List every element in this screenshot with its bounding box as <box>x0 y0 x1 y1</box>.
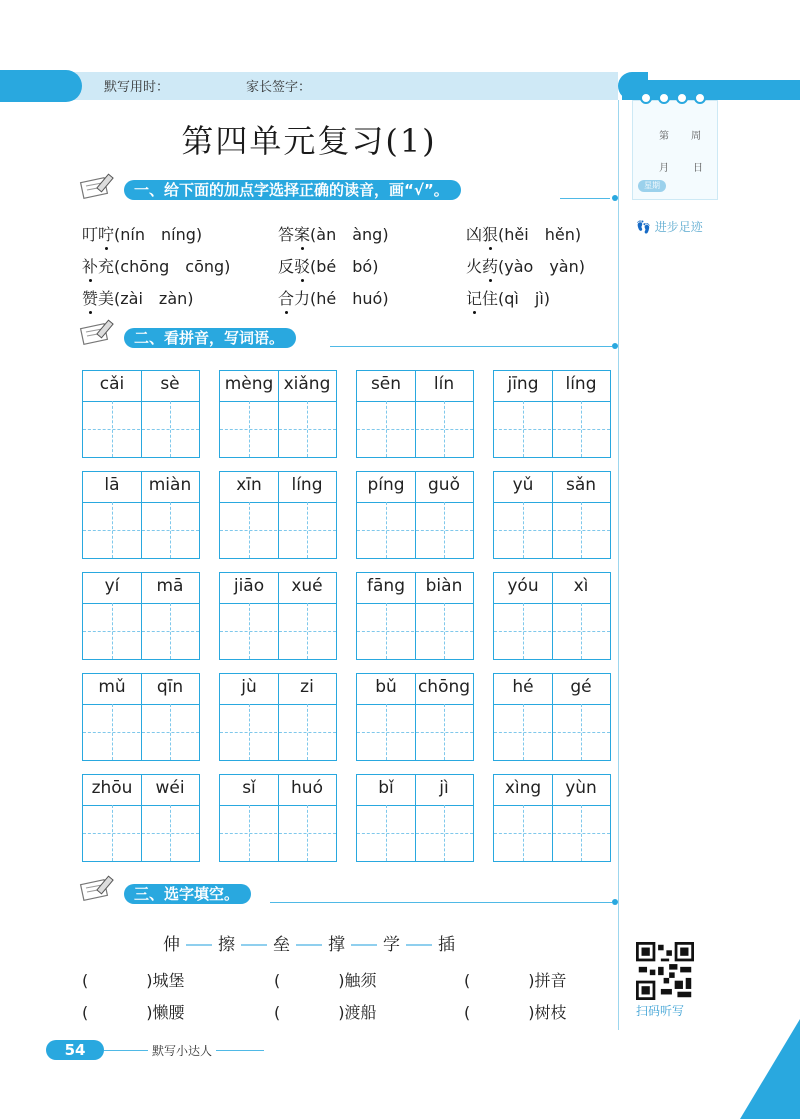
book-name: 默写小达人 <box>148 1042 216 1059</box>
word-character: 火 <box>466 257 483 276</box>
candidate-char: 插 <box>438 935 455 955</box>
guide-line <box>357 530 473 531</box>
word-character: 凶 <box>466 225 483 244</box>
char-separator <box>406 944 432 946</box>
pinyin-syllable: xīn <box>236 475 262 495</box>
word-character: 合 <box>278 289 294 308</box>
section1-dot <box>612 195 618 201</box>
pinyin-syllable: fāng <box>367 576 405 596</box>
pinyin-syllable: xiǎng <box>283 374 331 394</box>
sidebar-divider <box>618 100 619 1030</box>
writing-box[interactable] <box>219 774 337 862</box>
guide-line <box>494 833 610 834</box>
guide-line <box>83 631 199 632</box>
pinyin-options[interactable]: (hěi hěn) <box>498 225 582 244</box>
cell-divider <box>552 371 553 457</box>
pinyin-syllable: gé <box>570 677 592 697</box>
pinyin-syllable: cǎi <box>99 374 125 394</box>
pinyin-syllable: yí <box>104 576 120 596</box>
writing-box[interactable] <box>493 471 611 559</box>
section2-rule <box>330 346 612 347</box>
pinyin-syllable: bǔ <box>375 677 397 697</box>
guide-line <box>307 805 308 861</box>
blank-word: 触须 <box>344 971 377 990</box>
cell-divider <box>141 371 142 457</box>
cell-divider <box>141 472 142 558</box>
blank-open-paren: ( <box>464 1003 471 1022</box>
char-separator <box>186 944 212 946</box>
guide-line <box>220 631 336 632</box>
word-character: 药 <box>482 257 498 276</box>
fill-blank-item[interactable] <box>82 968 185 991</box>
guide-line <box>581 704 582 760</box>
guide-line <box>386 704 387 760</box>
pinyin-syllable: hé <box>512 677 534 697</box>
guide-line <box>523 401 524 457</box>
word-character: 狠 <box>482 225 498 244</box>
writing-box[interactable] <box>82 572 200 660</box>
progress-footprints <box>636 218 703 235</box>
emphasis-dot <box>89 279 92 282</box>
pinyin-syllable: píng <box>367 475 405 495</box>
guide-line <box>170 805 171 861</box>
word-character: 美 <box>98 289 115 308</box>
fill-blank-item[interactable] <box>274 1000 377 1023</box>
writing-box[interactable] <box>356 774 474 862</box>
guide-line <box>83 429 199 430</box>
guide-line <box>523 603 524 659</box>
cell-divider <box>415 674 416 760</box>
qr-label: 扫码听写 <box>636 1004 685 1018</box>
pinyin-syllable: sǐ <box>242 778 256 798</box>
guide-line <box>581 805 582 861</box>
pinyin-options[interactable]: (nín níng) <box>114 225 203 244</box>
writing-box[interactable] <box>493 370 611 458</box>
blank-open-paren: ( <box>82 971 89 990</box>
writing-box[interactable] <box>219 471 337 559</box>
calendar-ring-icon <box>676 92 688 104</box>
word-character: 赞 <box>82 289 98 308</box>
pinyin-syllable: wéi <box>155 778 185 798</box>
writing-box[interactable] <box>82 774 200 862</box>
emphasis-dot <box>489 279 492 282</box>
writing-box[interactable] <box>219 370 337 458</box>
guide-line <box>357 429 473 430</box>
pinyin-syllable: xìng <box>504 778 542 798</box>
blank-open-paren: ( <box>82 1003 89 1022</box>
pinyin-syllable: zhōu <box>91 778 133 798</box>
pencil-paper-icon <box>78 172 122 200</box>
guide-line <box>170 502 171 558</box>
pinyin-syllable: yùn <box>565 778 597 798</box>
guide-line <box>307 401 308 457</box>
reading-choice-item[interactable] <box>82 286 194 309</box>
writing-box[interactable] <box>356 471 474 559</box>
guide-line <box>112 805 113 861</box>
pinyin-syllable: chōng <box>417 677 471 697</box>
fill-blank-item[interactable] <box>464 1000 567 1023</box>
writing-box[interactable] <box>219 572 337 660</box>
pinyin-syllable: yóu <box>507 576 539 596</box>
page-corner-decoration <box>740 1019 800 1119</box>
guide-line <box>523 805 524 861</box>
section1-rule <box>560 198 610 199</box>
guide-line <box>523 704 524 760</box>
cell-divider <box>278 674 279 760</box>
cell-divider <box>552 674 553 760</box>
writing-box[interactable] <box>493 774 611 862</box>
pinyin-syllable: sǎn <box>565 475 597 495</box>
footprints-icon: 👣 <box>636 220 651 234</box>
pinyin-syllable: bǐ <box>378 778 394 798</box>
pinyin-syllable: mǔ <box>98 677 126 697</box>
pencil-paper-icon <box>78 318 122 346</box>
pinyin-syllable: jīng <box>507 374 539 394</box>
pinyin-syllable: mèng <box>224 374 274 394</box>
calendar-ring-icon <box>640 92 652 104</box>
pinyin-options[interactable]: (bé bó) <box>310 257 379 276</box>
candidate-char: 学 <box>383 935 400 955</box>
cell-divider <box>141 775 142 861</box>
guide-line <box>494 429 610 430</box>
pinyin-syllable: lā <box>104 475 120 495</box>
pinyin-syllable: xì <box>573 576 589 596</box>
guide-line <box>112 502 113 558</box>
pinyin-syllable: miàn <box>148 475 192 495</box>
blank-word: 渡船 <box>344 1003 377 1022</box>
cell-divider <box>141 573 142 659</box>
section1-heading: 一、给下面的加点字选择正确的读音，画“√”。 <box>124 180 461 200</box>
cell-divider <box>278 573 279 659</box>
char-separator <box>296 944 322 946</box>
guide-line <box>494 530 610 531</box>
calendar-ring-icon <box>694 92 706 104</box>
writing-box[interactable] <box>82 471 200 559</box>
cell-divider <box>552 573 553 659</box>
guide-line <box>170 603 171 659</box>
emphasis-dot <box>301 247 304 250</box>
word-character: 补 <box>82 257 98 276</box>
guide-line <box>386 401 387 457</box>
parent-sign-label: 家长签字： <box>246 80 312 95</box>
cell-divider <box>141 674 142 760</box>
reading-choice-item[interactable] <box>82 254 230 277</box>
fill-blank-item[interactable] <box>274 968 377 991</box>
char-separator <box>241 944 267 946</box>
guide-line <box>112 603 113 659</box>
cell-divider <box>415 775 416 861</box>
calendar-week-prefix: 第 <box>659 131 669 142</box>
pinyin-syllable: sè <box>160 374 180 394</box>
pinyin-syllable: biàn <box>425 576 463 596</box>
writing-box[interactable] <box>493 673 611 761</box>
guide-line <box>83 530 199 531</box>
reading-choice-item[interactable] <box>466 286 550 309</box>
pinyin-syllable: jì <box>439 778 449 798</box>
section2-heading: 二、看拼音，写词语。 <box>124 328 296 348</box>
writing-box[interactable] <box>493 572 611 660</box>
blank-word: 树枝 <box>534 1003 567 1022</box>
pinyin-options[interactable]: (chōng cōng) <box>114 257 231 276</box>
guide-line <box>170 401 171 457</box>
char-separator <box>351 944 377 946</box>
calendar-day: 日 <box>693 163 703 174</box>
cell-divider <box>278 371 279 457</box>
guide-line <box>444 401 445 457</box>
word-character: 住 <box>482 289 499 308</box>
pinyin-syllable: mā <box>156 576 184 596</box>
section3-heading: 三、选字填空。 <box>124 884 251 904</box>
guide-line <box>83 833 199 834</box>
pinyin-options[interactable]: (zài zàn) <box>114 289 194 308</box>
section3-dot <box>612 899 618 905</box>
pinyin-syllable: sēn <box>370 374 402 394</box>
guide-line <box>386 603 387 659</box>
guide-line <box>307 603 308 659</box>
candidate-char: 擦 <box>218 935 235 955</box>
word-character: 力 <box>294 289 311 308</box>
calendar-ring-icon <box>658 92 670 104</box>
guide-line <box>386 502 387 558</box>
blank-word: 城堡 <box>152 971 185 990</box>
candidate-char: 伸 <box>163 935 180 955</box>
guide-line <box>444 704 445 760</box>
word-character: 答 <box>278 225 295 244</box>
guide-line <box>494 631 610 632</box>
writing-box[interactable] <box>82 370 200 458</box>
candidate-characters <box>0 930 618 955</box>
reading-choice-item[interactable] <box>278 286 389 309</box>
guide-line <box>581 502 582 558</box>
section2-dot <box>612 343 618 349</box>
pinyin-options[interactable]: (qì jì) <box>498 289 551 308</box>
guide-line <box>83 732 199 733</box>
pinyin-syllable: xué <box>291 576 323 596</box>
guide-line <box>357 732 473 733</box>
guide-line <box>249 401 250 457</box>
calendar-month: 月 <box>659 163 669 174</box>
pinyin-syllable: líng <box>565 374 597 394</box>
blank-close-paren: ) <box>146 971 153 990</box>
page-number: 54 <box>46 1040 104 1060</box>
blank-open-paren: ( <box>274 971 281 990</box>
dictation-time-label: 默写用时： <box>104 80 170 95</box>
section3-rule <box>270 902 612 903</box>
cell-divider <box>552 775 553 861</box>
reading-choice-item[interactable] <box>278 254 378 277</box>
guide-line <box>523 502 524 558</box>
writing-box[interactable] <box>356 370 474 458</box>
word-character: 反 <box>278 257 295 276</box>
guide-line <box>494 732 610 733</box>
pinyin-syllable: lín <box>433 374 455 394</box>
reading-choice-item[interactable] <box>278 222 389 245</box>
fill-blank-item[interactable] <box>464 968 567 991</box>
reading-choice-item[interactable] <box>466 254 585 277</box>
guide-line <box>357 833 473 834</box>
guide-line <box>249 704 250 760</box>
pinyin-syllable: jiāo <box>233 576 265 596</box>
emphasis-dot <box>489 247 492 250</box>
emphasis-dot <box>89 311 92 314</box>
pinyin-syllable: jù <box>241 677 257 697</box>
guide-line <box>220 429 336 430</box>
pinyin-options[interactable]: (hé huó) <box>310 289 389 308</box>
calendar-week-suffix: 周 <box>691 131 701 142</box>
word-character: 叮 <box>82 225 99 244</box>
blank-close-paren: ) <box>338 971 345 990</box>
word-character: 案 <box>294 225 310 244</box>
guide-line <box>307 502 308 558</box>
writing-box[interactable] <box>356 673 474 761</box>
emphasis-dot <box>301 279 304 282</box>
cell-divider <box>415 371 416 457</box>
candidate-char: 垒 <box>273 935 290 955</box>
blank-close-paren: ) <box>528 1003 535 1022</box>
pinyin-syllable: huó <box>291 778 323 798</box>
page-title: 第四单元复习(1) <box>181 122 437 160</box>
cell-divider <box>415 573 416 659</box>
guide-line <box>307 704 308 760</box>
pencil-paper-icon <box>78 874 122 902</box>
header-tab <box>0 70 82 102</box>
blank-close-paren: ) <box>146 1003 153 1022</box>
blank-open-paren: ( <box>274 1003 281 1022</box>
guide-line <box>249 805 250 861</box>
pinyin-syllable: qīn <box>156 677 184 697</box>
pinyin-syllable: yǔ <box>512 475 534 495</box>
cell-divider <box>552 472 553 558</box>
candidate-char: 撑 <box>328 935 345 955</box>
pinyin-syllable: líng <box>291 475 323 495</box>
emphasis-dot <box>473 311 476 314</box>
guide-line <box>249 603 250 659</box>
guide-line <box>444 502 445 558</box>
word-character: 驳 <box>294 257 310 276</box>
word-character: 充 <box>98 257 115 276</box>
progress-label: 进步足迹 <box>654 220 703 234</box>
guide-line <box>444 805 445 861</box>
guide-line <box>220 530 336 531</box>
pinyin-syllable: guǒ <box>428 475 460 495</box>
guide-line <box>112 704 113 760</box>
pinyin-options[interactable]: (yào yàn) <box>498 257 585 276</box>
guide-line <box>581 603 582 659</box>
blank-word: 拼音 <box>534 971 567 990</box>
guide-line <box>170 704 171 760</box>
writing-box[interactable] <box>356 572 474 660</box>
blank-close-paren: ) <box>338 1003 345 1022</box>
reading-choice-item[interactable] <box>466 222 581 245</box>
guide-line <box>444 603 445 659</box>
blank-close-paren: ) <box>528 971 535 990</box>
cell-divider <box>278 775 279 861</box>
guide-line <box>112 401 113 457</box>
guide-line <box>220 732 336 733</box>
guide-line <box>357 631 473 632</box>
qr-code-icon[interactable] <box>636 942 694 1000</box>
cell-divider <box>415 472 416 558</box>
blank-open-paren: ( <box>464 971 471 990</box>
guide-line <box>249 502 250 558</box>
reading-choice-item[interactable] <box>82 222 202 245</box>
emphasis-dot <box>105 247 108 250</box>
guide-line <box>581 401 582 457</box>
pinyin-syllable: zi <box>300 677 314 697</box>
guide-line <box>386 805 387 861</box>
blank-word: 懒腰 <box>152 1003 185 1022</box>
calendar-weekday-pill: 星期 <box>638 180 666 192</box>
guide-line <box>220 833 336 834</box>
emphasis-dot <box>285 311 288 314</box>
word-character: 记 <box>466 289 482 308</box>
cell-divider <box>278 472 279 558</box>
word-character: 咛 <box>98 225 114 244</box>
writing-box[interactable] <box>82 673 200 761</box>
writing-box[interactable] <box>219 673 337 761</box>
fill-blank-item[interactable] <box>82 1000 185 1023</box>
pinyin-options[interactable]: (àn àng) <box>310 225 389 244</box>
